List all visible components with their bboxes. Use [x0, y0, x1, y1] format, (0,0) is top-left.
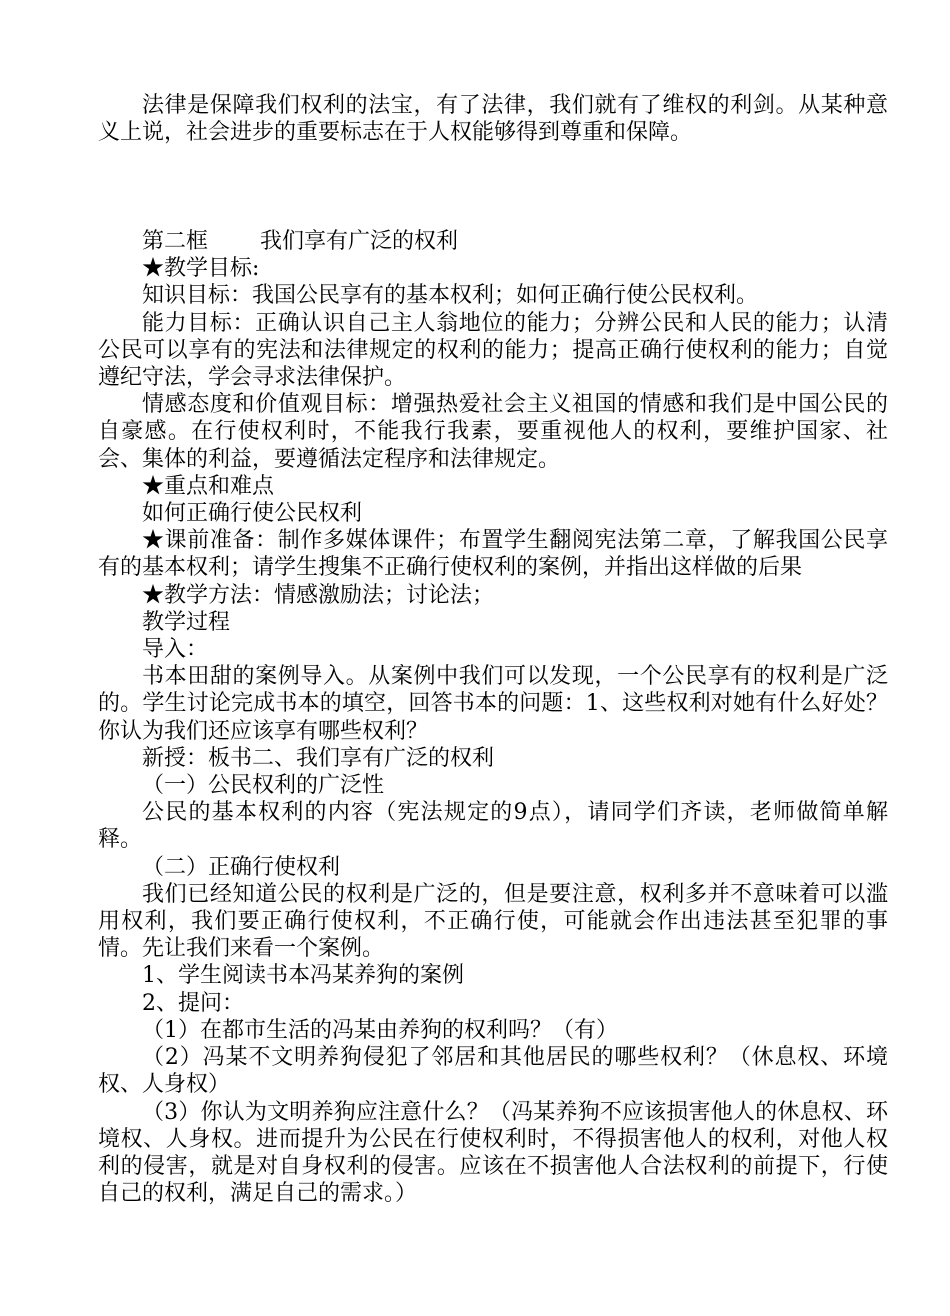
step-2: 2、提问： — [142, 990, 244, 1016]
subheading-exercise: （二）正确行使权利 — [142, 854, 341, 880]
key-points-heading: ★重点和难点 — [142, 473, 275, 499]
methods-line: ★教学方法：情感激励法；讨论法； — [142, 582, 495, 608]
process-heading: 教学过程 — [142, 609, 231, 635]
knowledge-goal: 知识目标：我国公民享有的基本权利；如何正确行使公民权利。 — [142, 283, 759, 309]
attitude-goal: 情感态度和价值观目标：增强热爱社会主义祖国的情感和我们是中国公民的自豪感。在行使权利时，不能我行我素，要重视他人的权利，要维护国家、社会、集体的利益，要遵循法定程序和法律规定。 — [98, 392, 888, 472]
frame-label: 第二框 — [142, 229, 209, 254]
question-1: （1）在都市生活的冯某由养狗的权利吗？（有） — [142, 1017, 618, 1043]
subheading-breadth: （一）公民权利的广泛性 — [142, 773, 385, 799]
intro-heading: 导入： — [142, 637, 209, 663]
frame-heading — [98, 228, 888, 255]
intro-paragraph: 法律是保障我们权利的法宝，有了法律，我们就有了维权的利剑。从某种意义上说，社会进步的重要标志在于人权能够得到尊重和保障。 — [98, 93, 888, 146]
new-lesson-line: 新授：板书二、我们享有广泛的权利 — [142, 745, 495, 771]
lesson-block — [98, 228, 888, 1207]
preparation-paragraph: ★课前准备：制作多媒体课件；布置学生翻阅宪法第二章，了解我国公民享有的基本权利；请学生搜集不正确行使权利的案例，并指出这样做的后果 — [98, 528, 888, 581]
case-intro-paragraph: 书本田甜的案例导入。从案例中我们可以发现，一个公民享有的权利是广泛的。学生讨论完成书本的填空，回答书本的问题：1、这些权利对她有什么好处？你认为我们还应该享有哪些权利？ — [98, 664, 888, 744]
rights-content-paragraph: 公民的基本权利的内容（宪法规定的9点），请同学们齐读，老师做简单解释。 — [98, 800, 888, 853]
ability-goal: 能力目标：正确认识自己主人翁地位的能力；分辨公民和人民的能力；认清公民可以享有的宪法和法律规定的权利的能力；提高正确行使权利的能力；自觉遵纪守法，学会寻求法律保护。 — [98, 310, 888, 391]
question-3: （3）你认为文明养狗应注意什么？（冯某养狗不应该损害他人的休息权、环境权、人身权。进而提升为公民在行使权利时，不得损害他人的权利，对他人权利的侵害，就是对自身权利的侵害。应该在不损害他人合法权利的前提下，行使自己的权利，满足自己的需求。） — [98, 1099, 888, 1207]
question-2: （2）冯某不文明养狗侵犯了邻居和其他居民的哪些权利？（休息权、环境权、人身权） — [98, 1045, 888, 1098]
intro-block — [98, 92, 888, 146]
teaching-goals-heading: ★教学目标: — [142, 256, 260, 282]
exercise-paragraph: 我们已经知道公民的权利是广泛的，但是要注意，权利多并不意味着可以滥用权利，我们要正确行使权利，不正确行使，可能就会作出违法甚至犯罪的事情。先让我们来看一个案例。 — [98, 881, 888, 962]
key-point-text: 如何正确行使公民权利 — [142, 501, 363, 527]
frame-title: 我们享有广泛的权利 — [260, 229, 459, 254]
step-1: 1、学生阅读书本冯某养狗的案例 — [142, 963, 464, 989]
